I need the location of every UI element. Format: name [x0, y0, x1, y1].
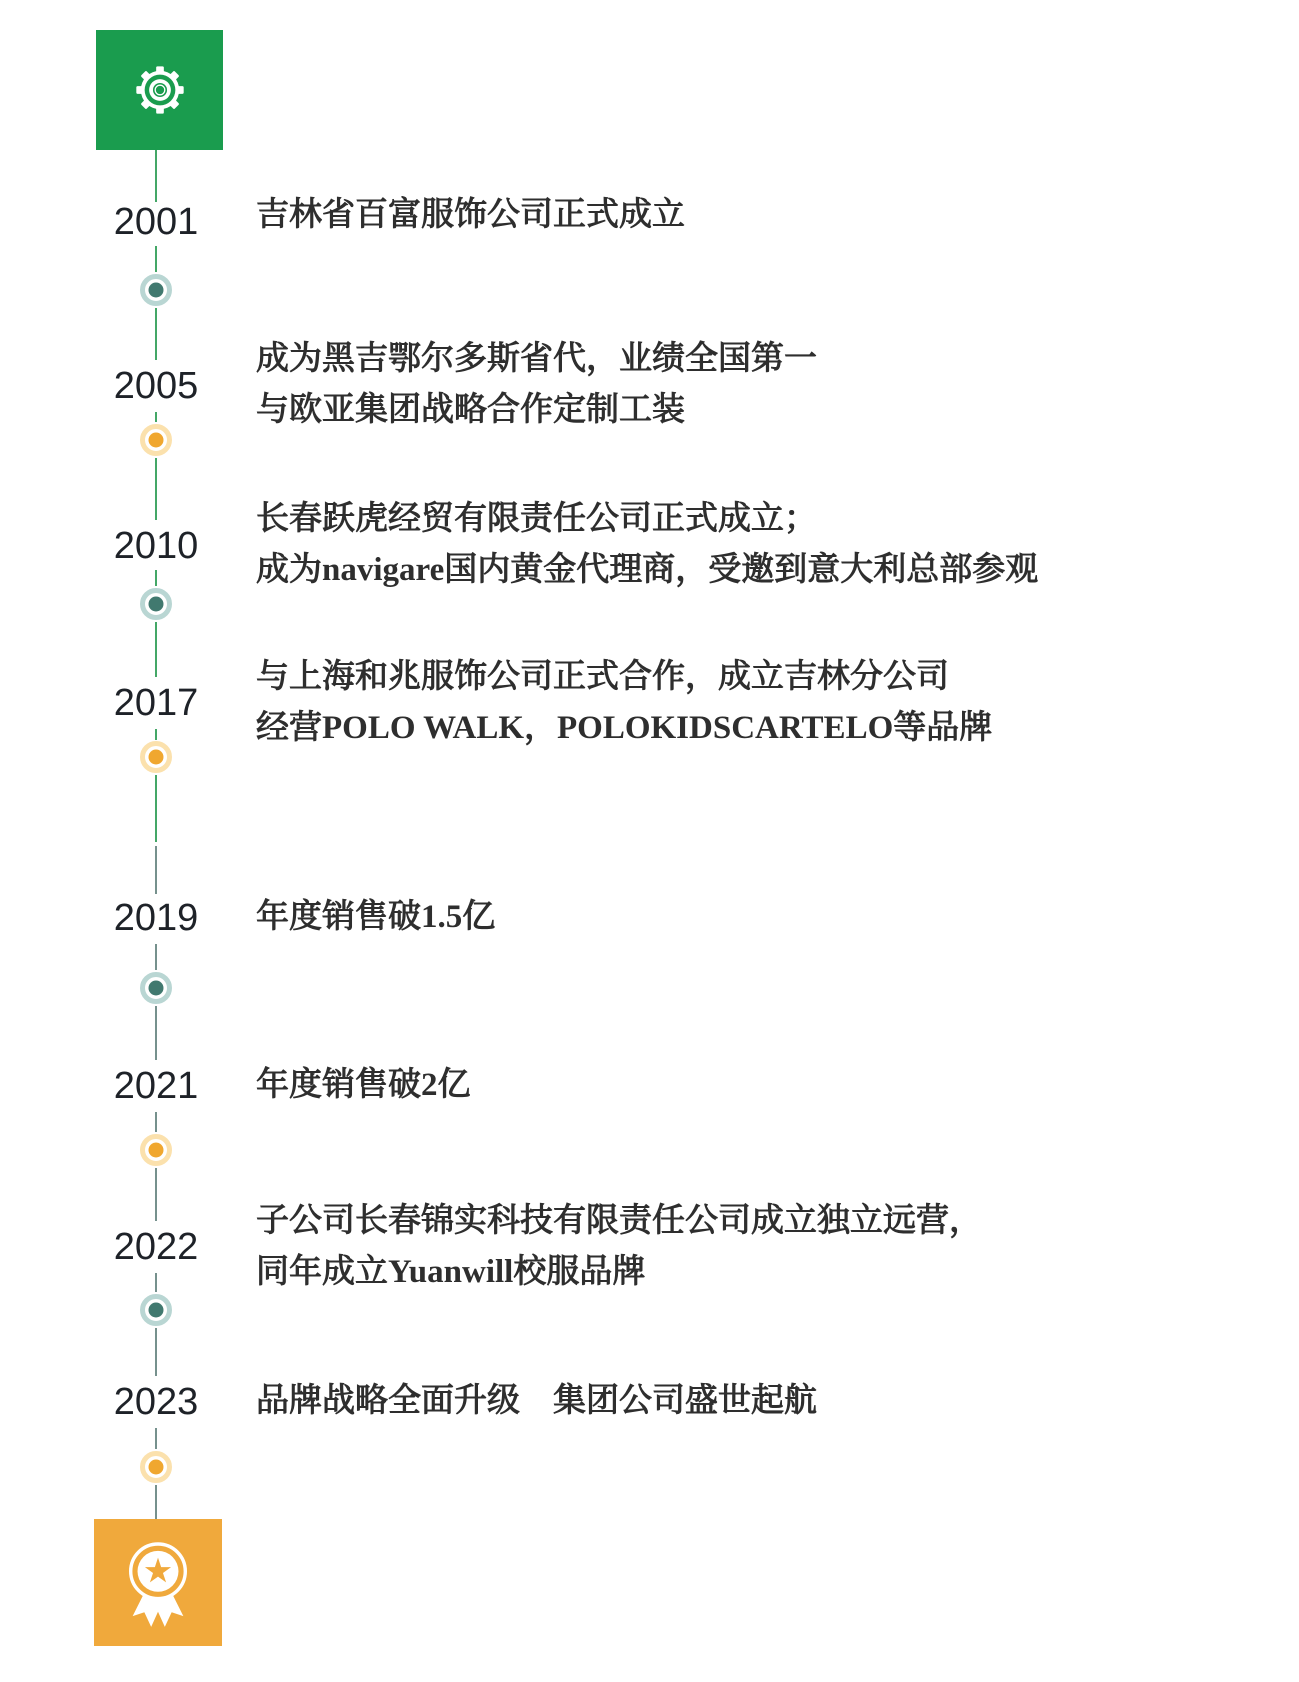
event-line: 成为黑吉鄂尔多斯省代，业绩全国第一 [256, 341, 817, 377]
event-text-2017 [256, 652, 992, 754]
timeline-line-segment [155, 1328, 158, 1376]
timeline-line-segment [155, 246, 158, 272]
timeline-line-segment [155, 308, 158, 360]
year-label-2005: 2005 [113, 365, 199, 407]
event-text-2022 [256, 1196, 982, 1298]
event-line: 子公司长春锦实科技有限责任公司成立独立远营， [256, 1203, 982, 1239]
timeline-dot-2022 [140, 1294, 172, 1326]
timeline-dot-2019 [140, 972, 172, 1004]
timeline-dot-2005 [140, 424, 172, 456]
event-line: 品牌战略全面升级 集团公司盛世起航 [256, 1383, 817, 1419]
timeline-line-segment [155, 775, 158, 842]
year-label-2023: 2023 [113, 1381, 199, 1423]
timeline-line-segment [155, 1006, 158, 1060]
event-text-2010 [256, 494, 1038, 596]
event-line: 经营POLO WALK，POLOKIDSCARTELO等品牌 [256, 710, 993, 746]
year-label-2017: 2017 [113, 682, 199, 724]
timeline-dot-2021 [140, 1134, 172, 1166]
timeline-dot-2023 [140, 1451, 172, 1483]
event-line: 长春跃虎经贸有限责任公司正式成立； [256, 501, 817, 537]
timeline-line-segment [155, 1485, 158, 1519]
year-label-2022: 2022 [113, 1226, 199, 1268]
timeline-line-segment [155, 729, 158, 740]
timeline-line-segment [155, 1273, 158, 1292]
timeline-line-segment [155, 458, 158, 520]
year-label-2001: 2001 [113, 201, 199, 243]
event-line: 与上海和兆服饰公司正式合作，成立吉林分公司 [256, 659, 949, 695]
timeline-line-segment [155, 1168, 158, 1221]
timeline-line-segment [155, 622, 158, 677]
event-line: 吉林省百富服饰公司正式成立 [256, 197, 685, 233]
medal-icon [119, 1534, 197, 1632]
event-line: 成为navigare国内黄金代理商，受邀到意大利总部参观 [256, 552, 1039, 588]
timeline-line-segment [155, 1112, 158, 1132]
timeline-dot-2010 [140, 588, 172, 620]
timeline-line-segment [155, 150, 158, 202]
timeline-start-marker [96, 30, 223, 150]
event-line: 年度销售破1.5亿 [256, 899, 496, 935]
year-label-2010: 2010 [113, 525, 199, 567]
timeline-dot-2017 [140, 741, 172, 773]
timeline-line-segment [155, 570, 158, 586]
timeline-end-marker [94, 1519, 222, 1646]
event-line: 与欧亚集团战略合作定制工装 [256, 392, 685, 428]
year-label-2019: 2019 [113, 897, 199, 939]
timeline-line-segment [155, 944, 158, 970]
event-text-2021 [256, 1060, 471, 1111]
event-text-2023 [256, 1376, 817, 1427]
event-line: 同年成立Yuanwill校服品牌 [256, 1254, 646, 1290]
event-text-2001 [256, 190, 685, 241]
gear-icon [128, 58, 192, 122]
event-line: 年度销售破2亿 [256, 1067, 471, 1103]
timeline-line-segment [155, 412, 158, 422]
timeline-line-segment [155, 846, 158, 894]
timeline-dot-2001 [140, 274, 172, 306]
timeline-line-segment [155, 1428, 158, 1449]
event-text-2005 [256, 334, 817, 436]
event-text-2019 [256, 892, 495, 943]
year-label-2021: 2021 [113, 1065, 199, 1107]
